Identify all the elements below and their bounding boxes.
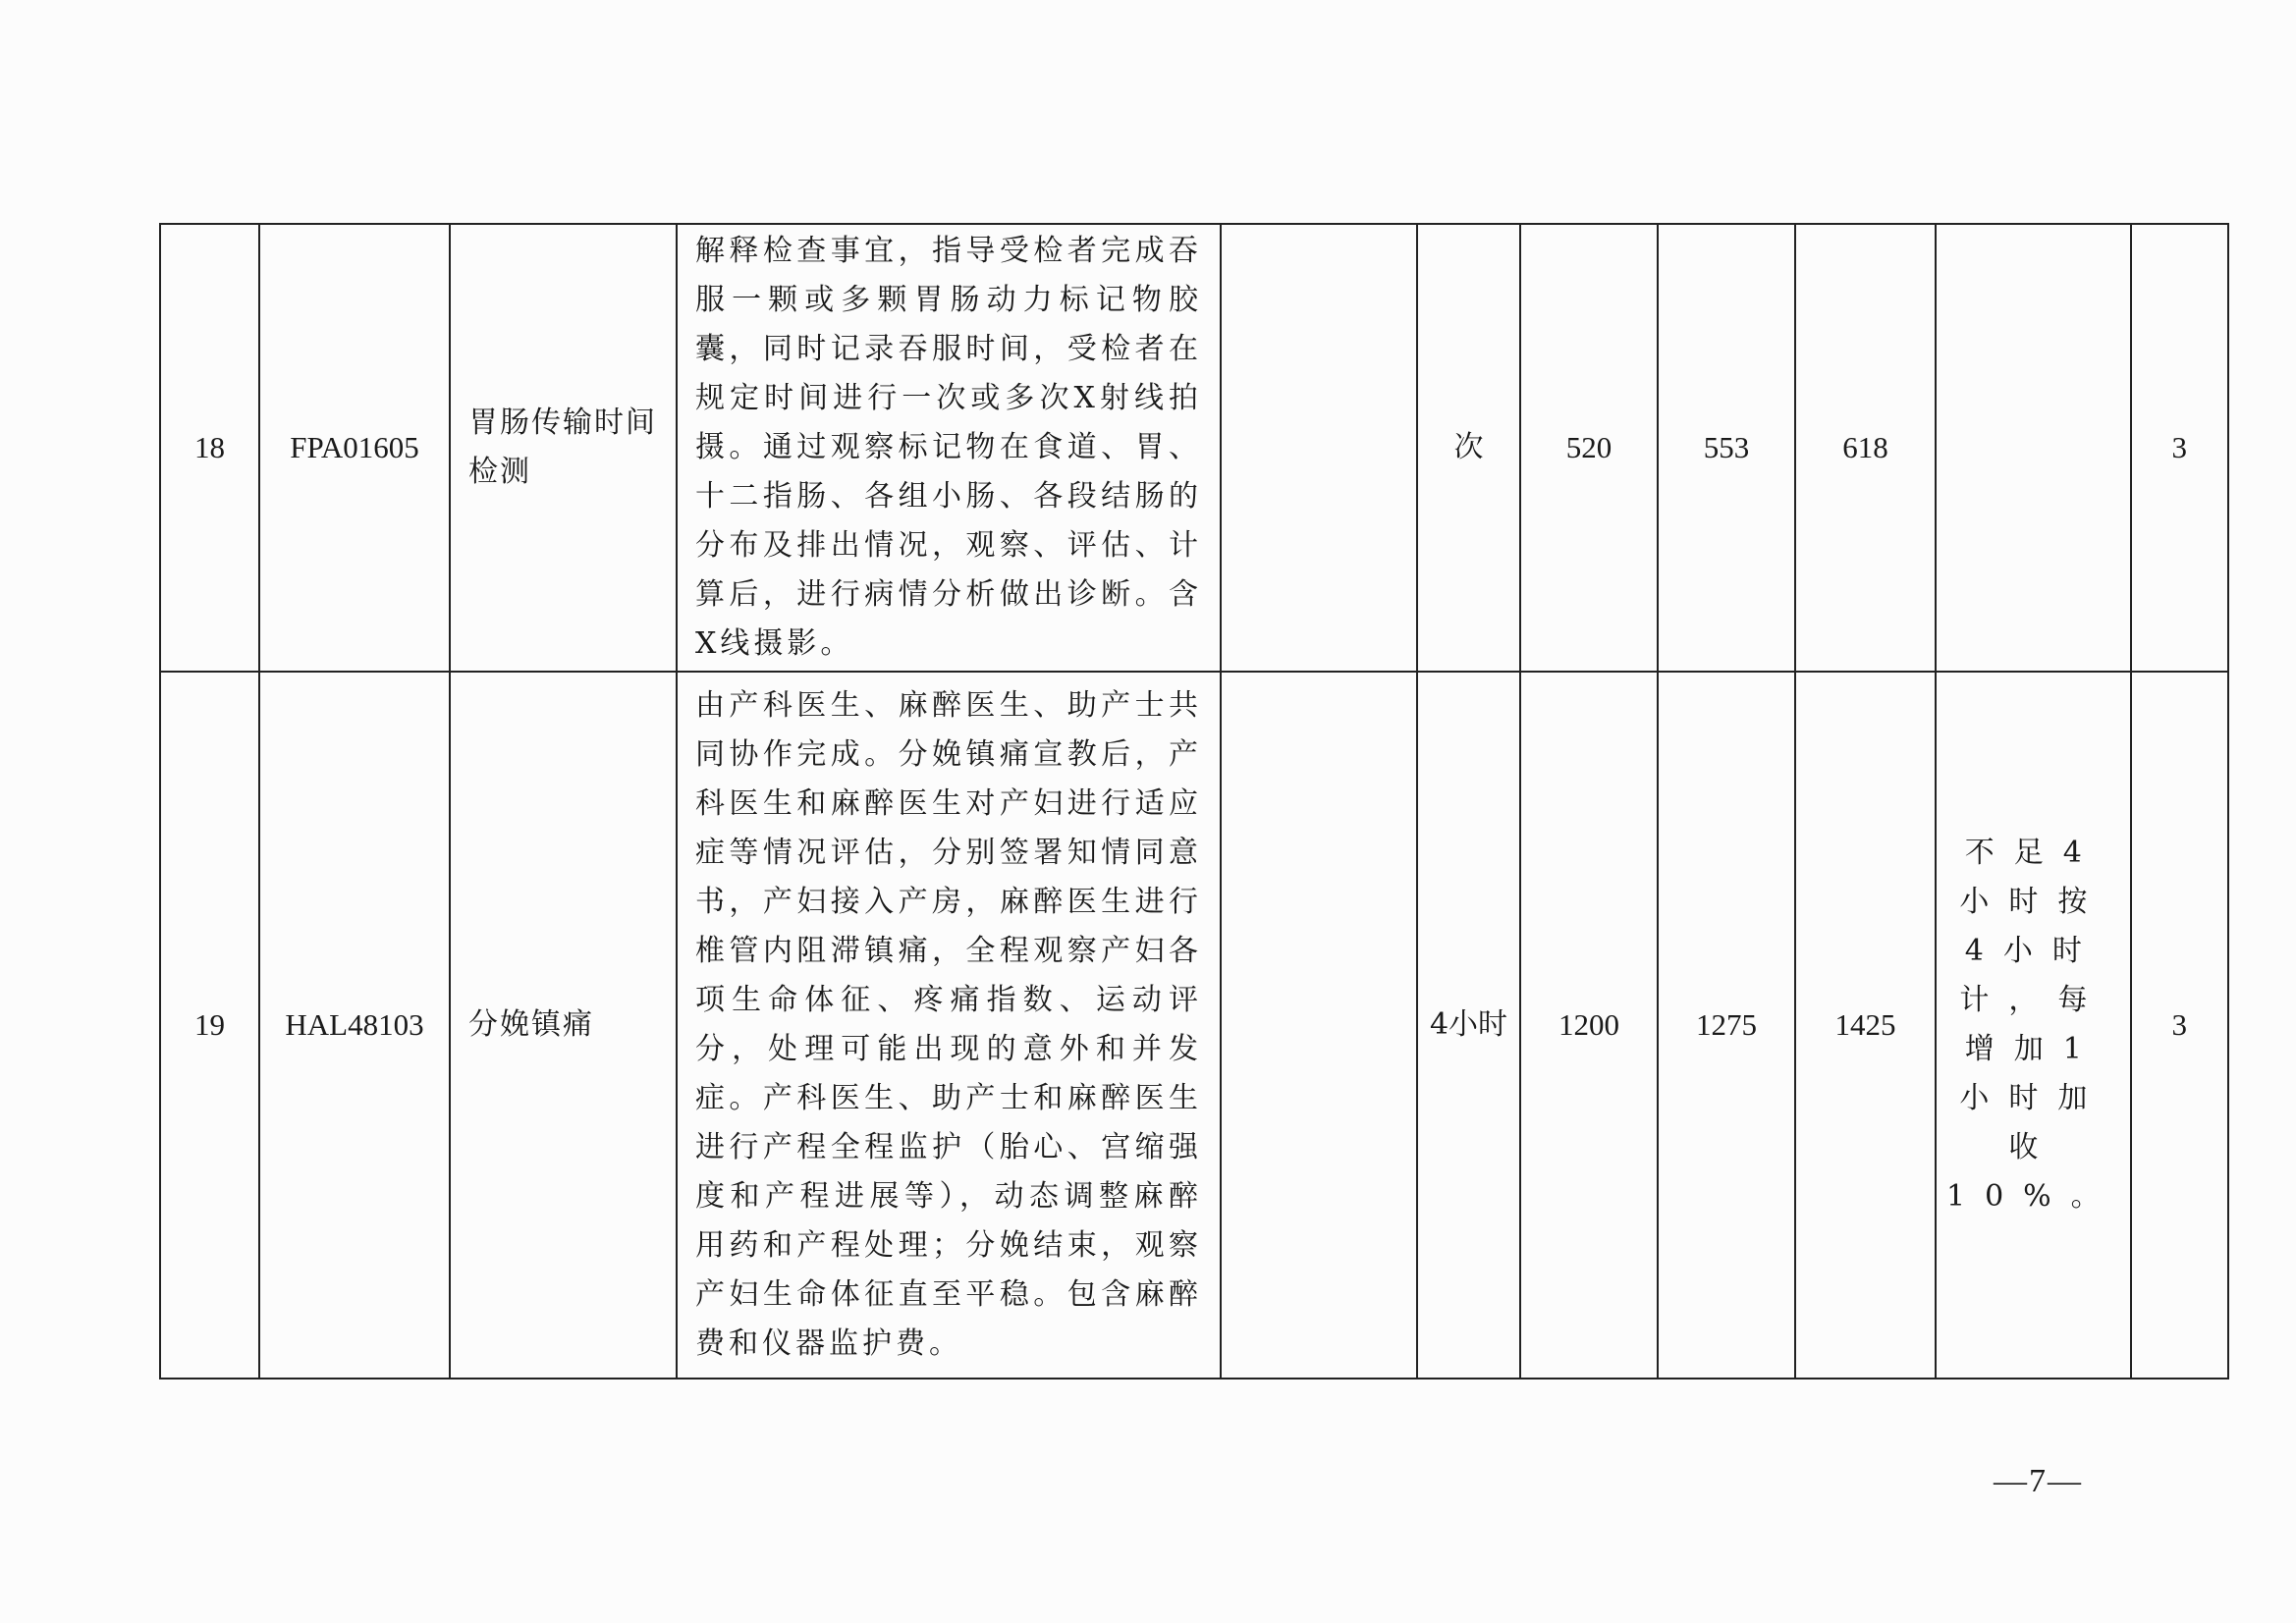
price-cell: 1275: [1658, 672, 1795, 1379]
description-cell: 由产科医生、麻醉医生、助产士共同协作完成。分娩镇痛宣教后，产科医生和麻醉医生对产妇进行适应症等情况评估，分别签署知情同意书，产妇接入产房，麻醉医生进行椎管内阻滞镇痛，全程观察产妇各项生命体征、疼痛指数、运动评分，处理可能出现的意外和并发症。产科医生、助产士和麻醉医生进行产程全程监护（胎心、宫缩强度和产程进展等），动态调整麻醉用药和产程处理；分娩结束，观察产妇生命体征直至平稳。包含麻醉费和仪器监护费。: [677, 672, 1221, 1379]
price-cell: 1200: [1520, 672, 1658, 1379]
code-cell: FPA01605: [259, 224, 450, 672]
code-cell: HAL48103: [259, 672, 450, 1379]
price-cell: 520: [1520, 224, 1658, 672]
description-cell: 解释检查事宜，指导受检者完成吞服一颗或多颗胃肠动力标记物胶囊，同时记录吞服时间，受检者在规定时间进行一次或多次X射线拍摄。通过观察标记物在食道、胃、十二指肠、各组小肠、各段结肠的分布及排出情况，观察、评估、计算后，进行病情分析做出诊断。含X线摄影。: [677, 224, 1221, 672]
item-name-cell: 分娩镇痛: [450, 672, 677, 1379]
last-column-cell: 3: [2131, 672, 2228, 1379]
remark-cell: 不足4小时按4小时计，每增加1小时加收10%。: [1936, 672, 2131, 1379]
exclusions-cell: [1221, 224, 1417, 672]
seq-cell: 19: [160, 672, 259, 1379]
remark-cell: [1936, 224, 2131, 672]
exclusions-cell: [1221, 672, 1417, 1379]
price-cell: 618: [1795, 224, 1936, 672]
table-row: [160, 672, 2228, 1379]
last-column-cell: 3: [2131, 224, 2228, 672]
price-cell: 553: [1658, 224, 1795, 672]
item-name-cell: 胃肠传输时间检测: [450, 224, 677, 672]
unit-cell: 4小时: [1417, 672, 1520, 1379]
table-row: [160, 224, 2228, 672]
fee-table: [159, 223, 2229, 1380]
price-cell: 1425: [1795, 672, 1936, 1379]
unit-cell: 次: [1417, 224, 1520, 672]
seq-cell: 18: [160, 224, 259, 672]
page-number: —7—: [1994, 1463, 2083, 1499]
